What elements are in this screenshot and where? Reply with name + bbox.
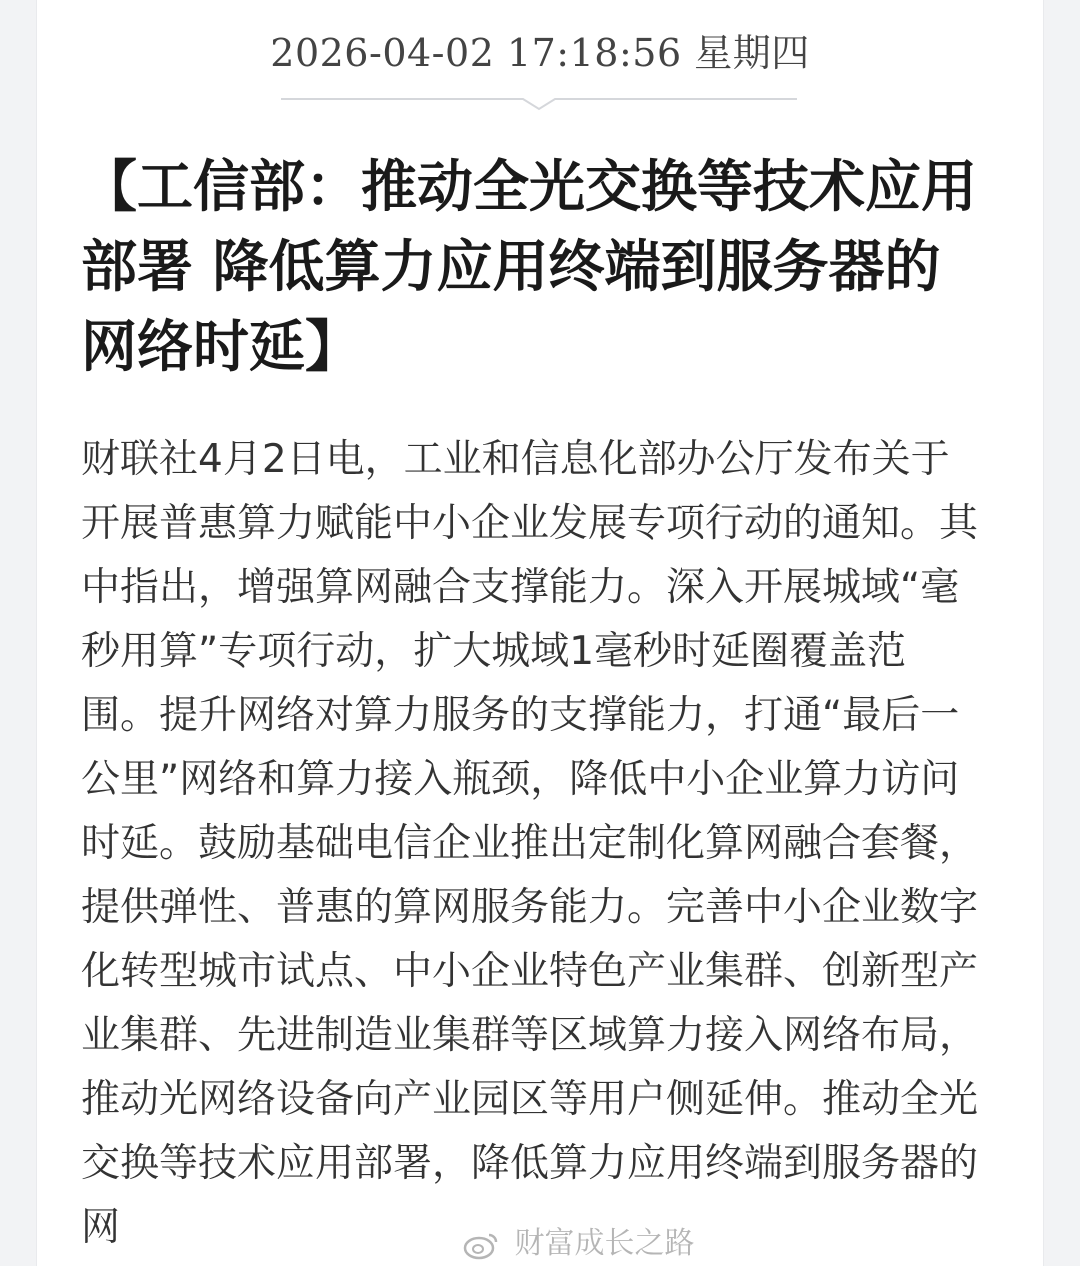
publish-timestamp: 2026-04-02 17:18:56 星期四 <box>270 31 810 75</box>
watermark-text: 财富成长之路 <box>514 1226 695 1261</box>
weibo-icon <box>463 1230 499 1260</box>
watermark <box>463 1218 695 1262</box>
timestamp-divider <box>281 97 797 111</box>
article-body: 财联社4月2日电，工业和信息化部办公厅发布关于开展普惠算力赋能中小企业发展专项行动的通知。其中指出，增强算网融合支撑能力。深入开展城域“毫秒用算”专项行动，扩大城域1毫秒时延圈覆盖范围。提升网络对算力服务的支撑能力，打通“最后一公里”网络和算力接入瓶颈，降低中小企业算力访问时延。鼓励基础电信企业推出定制化算网融合套餐，提供弹性、普惠的算网服务能力。完善中小企业数字化转型城市试点、中小企业特色产业集群、创新型产业集群、先进制造业集群等区域算力接入网络布局，推动光网络设备向产业园区等用户侧延伸。推动全光交换等技术应用部署，降低算力应用终端到服务器的网 <box>81 437 979 1250</box>
article-title: 【工信部：推动全光交换等技术应用部署 降低算力应用终端到服务器的网络时延】 <box>81 155 977 380</box>
article-card <box>36 0 1044 1266</box>
